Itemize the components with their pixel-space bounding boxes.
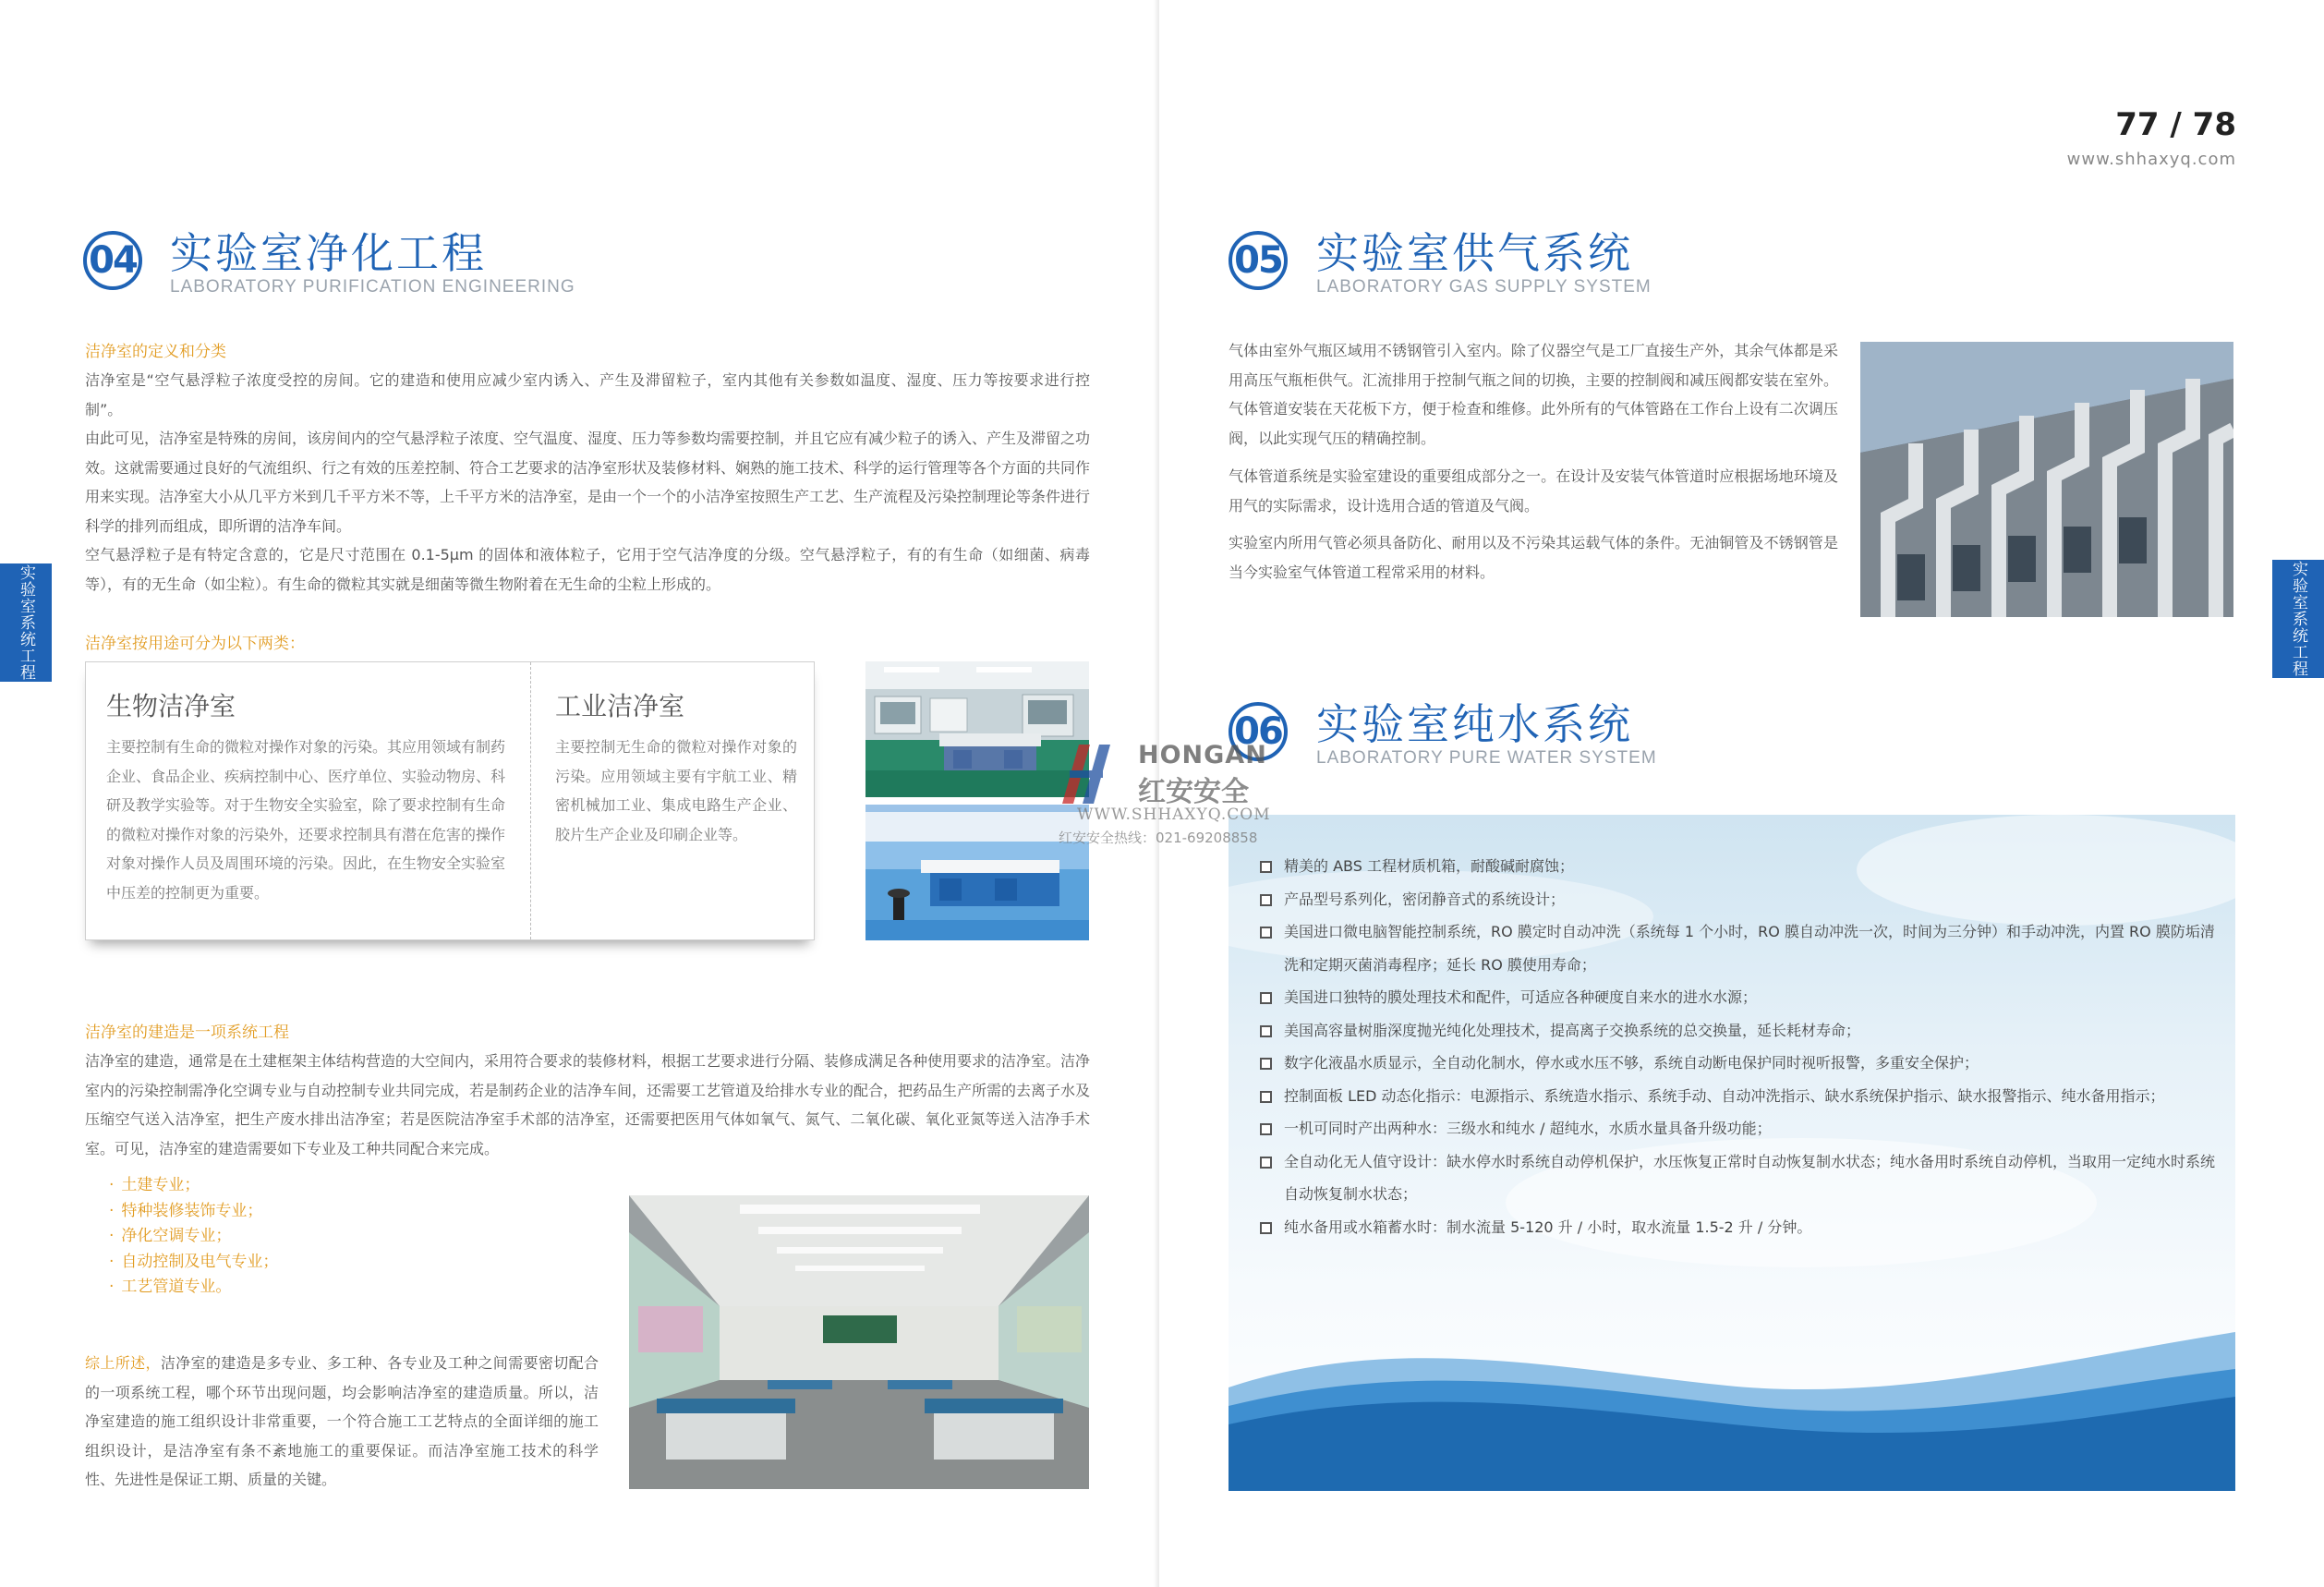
hongan-logo-icon (1062, 745, 1110, 804)
section-06-subtitle: LABORATORY PURE WATER SYSTEM (1316, 748, 1657, 768)
trade-item: · 特种装修装饰专业； (109, 1199, 278, 1225)
paragraph-gas-design: 气体管道系统是实验室建设的重要组成部分之一。在设计及安装气体管道时应根据场地环境及用气的实际需求，设计选用合适的管道及气阀。 (1229, 467, 1838, 515)
pure-water-features (1229, 850, 2217, 1243)
summary-rest: 洁净室的建造是多专业、多工种、各专业及工种之间需要密切配合的一项系统工程，哪个环节出现问题，均会影响洁净室的建造质量。所以，洁净室建造的施工组织设计非常重要，一个符合施工工艺特点的全面详细的施工组织设计，是洁净室有条不紊地施工的重要保证。而洁净室施工技术的科学性、先进性是保证工期、质量的关键。 (85, 1354, 599, 1488)
side-tab-left: 实验室系统工程 (0, 563, 52, 682)
paragraph-construction: 洁净室的建造，通常是在土建框架主体结构营造的大空间内，采用符合要求的装修材料，根据工艺要求进行分隔、装修成满足各种使用要求的洁净室。洁净室内的污染控制需净化空调专业与自动控制专业共同完成，若是制药企业的洁净车间，还需要工艺管道及给排水专业的配合，把药品生产所需的去离子水及压缩空气送入洁净室，把生产废水排出洁净室；若是医院洁净室手术部的洁净室，还需要把医用气体如氧气、氮气、二氧化碳、氧化亚氮等送入洁净手术室。可见，洁净室的建造需要如下专业及工种共同配合来完成。 (85, 1052, 1091, 1157)
paragraph-particles: 空气悬浮粒子是有特定含意的，它是尺寸范围在 0.1-5μm 的固体和液体粒子，它用于空气洁净度的分级。空气悬浮粒子，有的有生命（如细菌、病毒等），有的无生命（如尘粒）。有生命的微粒其实就是细菌等微生物附着在无生命的尘粒上形成的。 (85, 546, 1090, 593)
industrial-cleanroom-title: 工业洁净室 (555, 691, 685, 721)
feature-item: 美国进口独特的膜处理技术和配件，可适应各种硬度自来水的进水水源； (1256, 981, 2217, 1014)
watermark-url: WWW.SHHAXYQ.COM (1077, 806, 1271, 824)
lab-photo-interior (629, 1195, 1089, 1489)
paragraph-gas-material: 实验室内所用气管必须具备防化、耐用以及不污染其运载气体的条件。无油铜管及不锈钢管是当今实验室气体管道工程常采用的材料。 (1229, 534, 1838, 581)
feature-item: 控制面板 LED 动态化指示：电源指示、系统造水指示、系统手动、自动冲洗指示、缺水系统保护指示、缺水报警指示、纯水备用指示； (1256, 1080, 2217, 1113)
trade-item: · 工艺管道专业。 (109, 1275, 278, 1301)
industrial-cleanroom-text: 主要控制无生命的微粒对操作对象的污染。应用领域主要有宇航工业、精密机械加工业、集成电路生产企业、胶片生产企业及印刷企业等。 (555, 738, 797, 843)
feature-item: 美国高容量树脂深度抛光纯化处理技术，提高离子交换系统的总交换量，延长耗材寿命； (1256, 1014, 2217, 1048)
website-url: www.shhaxyq.com (2066, 150, 2236, 169)
trade-item: · 自动控制及电气专业； (109, 1250, 278, 1276)
side-tab-right: 实验室系统工程 (2272, 560, 2324, 678)
feature-item: 一机可同时产出两种水：三级水和纯水 / 超纯水，水质水量具备升级功能； (1256, 1112, 2217, 1145)
paragraph-summary (85, 1349, 599, 1495)
right-page (1159, 0, 2324, 1587)
watermark-brand-cn: 红安安全 (1138, 776, 1249, 808)
pure-water-panel (1229, 815, 2235, 1491)
trades-list (109, 1173, 278, 1301)
feature-item: 美国进口微电脑智能控制系统，RO 膜定时自动冲洗（系统每 1 个小时，RO 膜自动冲洗一次，时间为三分钟）和手动冲洗，内置 RO 膜防垢清洗和定期灭菌消毒程序；延长 RO 膜使用寿命； (1256, 915, 2217, 981)
feature-item: 产品型号系列化，密闭静音式的系统设计； (1256, 883, 2217, 916)
watermark-brand-en: HONGAN (1138, 741, 1267, 769)
page-number: 77 / 78 (2115, 106, 2236, 143)
left-page (0, 0, 1159, 1587)
section-04-subtitle: LABORATORY PURIFICATION ENGINEERING (170, 277, 575, 297)
paragraph-cleanroom-explanation: 由此可见，洁净室是特殊的房间，该房间内的空气悬浮粒子浓度、空气温度、湿度、压力等参数均需要控制，并且它应有减少粒子的诱入、产生及滞留之功效。这就需要通过良好的气流组织、行之有效的压差控制、符合工艺要求的洁净室形状及装修材料、娴熟的施工技术、科学的运行管理等各个方面的共同作用来实现。洁净室大小从几平方米到几千平方米不等，上千平方米的洁净室，是由一个一个的小洁净室按照生产工艺、生产流程及污染控制理论等条件进行科学的排列而组成，即所谓的洁净车间。 (85, 430, 1091, 535)
section-05-title: 实验室供气系统 (1316, 228, 1633, 278)
summary-lead: 综上所述， (85, 1354, 161, 1372)
section-04-badge: 04 (83, 231, 142, 290)
heading-system-engineering: 洁净室的建造是一项系统工程 (85, 1024, 289, 1042)
feature-item: 数字化液晶水质显示，全自动化制水，停水或水压不够，系统自动断电保护同时视听报警，多重安全保护； (1256, 1047, 2217, 1080)
feature-item: 精美的 ABS 工程材质机箱，耐酸碱耐腐蚀； (1256, 850, 2217, 883)
section-05-badge: 05 (1229, 231, 1288, 290)
section-04-title: 实验室净化工程 (170, 228, 487, 278)
hongan-watermark (1053, 739, 1275, 852)
paragraph-definition: 洁净室是“空气悬浮粒子浓度受控的房间。它的建造和使用应减少室内诱入、产生及滞留粒子，室内其他有关参数如温度、湿度、压力等按要求进行控制”。 (85, 371, 1090, 418)
card-divider (530, 662, 531, 939)
section-06-title: 实验室纯水系统 (1316, 699, 1633, 749)
trade-item: · 净化空调专业； (109, 1224, 278, 1250)
paragraph-gas-intro: 气体由室外气瓶区域用不锈钢管引入室内。除了仪器空气是工厂直接生产外，其余气体都是采用高压气瓶柜供气。汇流排用于控制气瓶之间的切换，主要的控制阀和减压阀都安装在室外。气体管道安装在天花板下方，便于检查和维修。此外所有的气体管路在工作台上设有二次调压阀，以此实现气压的精确控制。 (1229, 342, 1838, 447)
section-05-subtitle: LABORATORY GAS SUPPLY SYSTEM (1316, 277, 1652, 297)
heading-definition: 洁净室的定义和分类 (85, 343, 226, 361)
bio-cleanroom-text: 主要控制有生命的微粒对操作对象的污染。其应用领域有制药企业、食品企业、疾病控制中心、医疗单位、实验动物房、科研及教学实验等。对于生物安全实验室，除了要求控制有生命的微粒对操作对象的污染外，还要求控制具有潜在危害的操作对象对操作人员及周围环境的污染。因此，在生物安全实验室中压差的控制更为重要。 (106, 738, 506, 902)
trade-item: · 土建专业； (109, 1173, 278, 1199)
feature-item: 全自动化无人值守设计：缺水停水时系统自动停机保护，水压恢复正常时自动恢复制水状态；纯水备用时系统自动停机，当取用一定纯水时系统自动恢复制水状态； (1256, 1145, 2217, 1211)
gas-pipe-facade-photo (1860, 342, 2233, 617)
section-06-badge: 06 (1229, 702, 1288, 761)
feature-item: 纯水备用或水箱蓄水时：制水流量 5-120 升 / 小时，取水流量 1.5-2 升 / 分钟。 (1256, 1211, 2217, 1244)
bio-cleanroom-title: 生物洁净室 (106, 691, 236, 721)
heading-classification: 洁净室按用途可分为以下两类： (85, 635, 305, 653)
watermark-hotline: 红安安全热线：021-69208858 (1059, 830, 1258, 846)
cleanroom-types-card (85, 661, 815, 940)
